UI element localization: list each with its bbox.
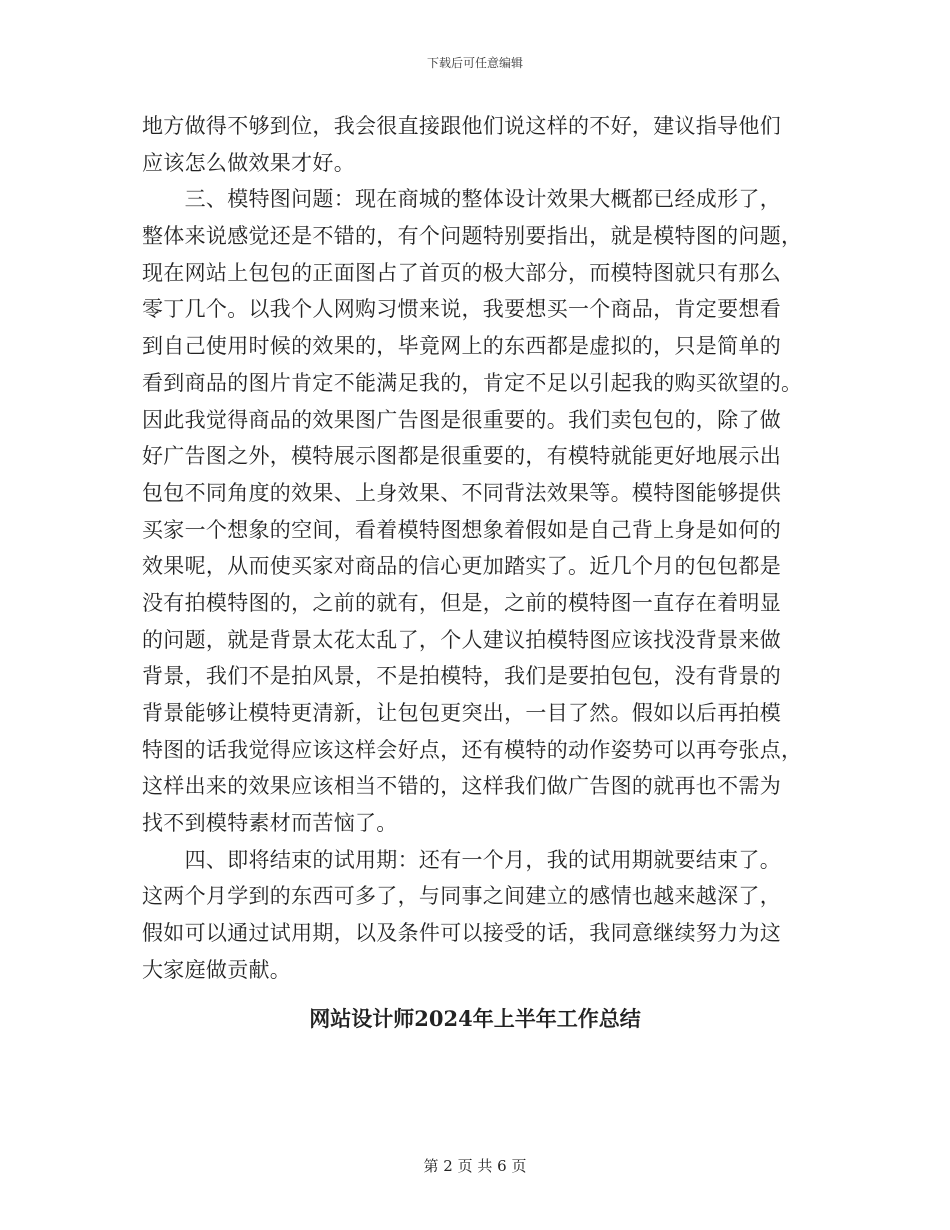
body-line: 好广告图之外，模特展示图都是很重要的，有模特就能更好地展示出 [142,444,781,469]
page-header: 下载后可任意编辑 [426,56,523,70]
body-line: 整体来说感觉还是不错的，有个问题特别要指出，就是模特图的问题， [142,224,803,249]
body-line: 到自己使用时候的效果的，毕竟网上的东西都是虚拟的，只是简单的 [142,334,781,359]
body-line: 没有拍模特图的，之前的就有，但是，之前的模特图一直存在着明显 [142,590,781,615]
body-line: 零丁几个。以我个人网购习惯来说，我要想买一个商品，肯定要想看 [142,297,781,322]
body-line: 因此我觉得商品的效果图广告图是很重要的。我们卖包包的，除了做 [142,407,781,432]
body-line: 地方做得不够到位，我会很直接跟他们说这样的不好，建议指导他们 [142,114,781,138]
body-line: 应该怎么做效果才好。 [142,150,355,175]
body-line: 这样出来的效果应该相当不错的，这样我们做广告图的就再也不需为 [142,774,781,799]
body-line: 三、模特图问题：现在商城的整体设计效果大概都已经成形了， [142,187,781,212]
page-footer: 第 2 页 共 6 页 [423,1157,527,1175]
body-line: 背景能够让模特更清新，让包包更突出，一目了然。假如以后再拍模 [142,701,781,725]
section-title: 网站设计师2024年上半年工作总结 [309,1006,641,1031]
body-line: 买家一个想象的空间，看着模特图想象着假如是自己背上身是如何的 [142,517,781,542]
body-line: 找不到模特素材而苦恼了。 [142,811,398,836]
body-line: 现在网站上包包的正面图占了首页的极大部分，而模特图就只有那么 [142,260,781,285]
body-line: 看到商品的图片肯定不能满足我的，肯定不足以引起我的购买欲望的。 [142,370,803,395]
body-line: 四、即将结束的试用期：还有一个月，我的试用期就要结束了。 [142,847,781,872]
body-text [142,108,812,989]
body-line: 背景，我们不是拍风景，不是拍模特，我们是要拍包包，没有背景的 [142,664,781,689]
body-line: 特图的话我觉得应该这样会好点，还有模特的动作姿势可以再夸张点， [142,737,803,762]
body-line: 假如可以通过试用期，以及条件可以接受的话，我同意继续努力为这 [142,921,781,946]
body-line: 效果呢，从而使买家对商品的信心更加踏实了。近几个月的包包都是 [142,554,781,579]
body-line: 包包不同角度的效果、上身效果、不同背法效果等。模特图能够提供 [142,480,781,505]
body-line: 大家庭做贡献。 [142,957,292,982]
body-line: 的问题，就是背景太花太乱了，个人建议拍模特图应该找没背景来做 [142,627,781,652]
body-line: 这两个月学到的东西可多了，与同事之间建立的感情也越来越深了， [142,884,781,909]
